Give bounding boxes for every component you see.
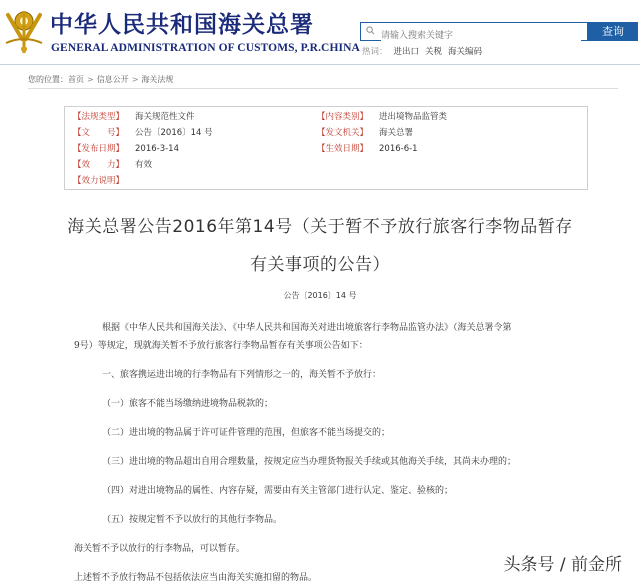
article-paragraph: （五）按规定暂不予以放行的其他行李物品。 <box>102 515 283 525</box>
hot-word-link[interactable]: 进出口 <box>393 47 420 57</box>
hot-words <box>362 45 488 57</box>
meta-value: 2016-3-14 <box>135 144 179 154</box>
meta-row <box>65 109 587 125</box>
article-paragraph: （三）进出境的物品超出自用合理数量，按规定应当办理货物报关手续或其他海关手续，其尚未办理的； <box>102 457 517 467</box>
article-paragraph: 根据《中华人民共和国海关法》、《中华人民共和国海关对进出境旅客行李物品监管办法》（海关总署令第 <box>102 323 512 333</box>
hot-words-label: 热词： <box>362 47 388 57</box>
article-title-line2: 有关事项的公告） <box>250 255 390 275</box>
breadcrumb-customs-law[interactable]: 海关法规 <box>141 75 174 84</box>
site-header <box>0 0 640 62</box>
article-paragraph: 海关暂不予以放行的行李物品，可以暂存。 <box>74 544 246 554</box>
site-title-cn[interactable]: 中华人民共和国海关总署 <box>50 11 314 38</box>
breadcrumb-prefix: 您的位置： <box>28 75 68 84</box>
meta-key: 【发文机关】 <box>317 128 369 138</box>
meta-key: 【生效日期】 <box>317 144 369 154</box>
search-input[interactable] <box>381 28 581 45</box>
breadcrumb-home[interactable]: 首页 <box>68 75 84 84</box>
meta-row <box>65 173 587 189</box>
meta-row <box>65 157 587 173</box>
article-paragraph: （一）旅客不能当场缴纳进境物品税款的； <box>102 399 274 409</box>
article-title: 海关总署公告2016年第14号（关于暂不予放行旅客行李物品暂存 <box>67 217 573 237</box>
meta-key: 【发布日期】 <box>73 144 125 154</box>
regulation-meta-table <box>64 106 588 190</box>
article-paragraph: 上述暂不予放行物品不包括依法应当由海关实施扣留的物品。 <box>74 573 318 583</box>
meta-row <box>65 141 587 157</box>
breadcrumb-info-public[interactable]: 信息公开 <box>96 75 129 84</box>
meta-value: 海关总署 <box>379 128 414 138</box>
header-divider <box>0 64 640 65</box>
meta-value: 进出境物品监管类 <box>379 112 448 122</box>
customs-emblem-icon <box>2 5 46 55</box>
meta-key: 【效力说明】 <box>73 176 125 186</box>
search-icon <box>366 26 375 35</box>
meta-key: 【法规类型】 <box>73 112 125 122</box>
meta-value: 公告〔2016〕14 号 <box>135 128 213 138</box>
search-field[interactable] <box>360 22 588 41</box>
breadcrumb-separator: > <box>87 75 94 84</box>
article-paragraph: 一、旅客携运进出境的行李物品有下列情形之一的，海关暂不予放行： <box>102 370 382 380</box>
article-paragraph: 9号）等规定，现就海关暂不予放行旅客行李物品暂存有关事项公告如下： <box>74 341 368 351</box>
article-paragraph: （二）进出境的物品属于许可证件管理的范围，但旅客不能当场提交的； <box>102 428 391 438</box>
breadcrumb-separator: > <box>131 75 139 84</box>
site-title-en[interactable]: GENERAL ADMINISTRATION OF CUSTOMS, P.R.CHINA <box>51 42 360 54</box>
breadcrumb <box>28 74 173 85</box>
meta-key: 【内容类别】 <box>317 112 369 122</box>
article-paragraph: （四）对进出境物品的属性、内容存疑，需要由有关主管部门进行认定、鉴定、验核的； <box>102 486 454 496</box>
document-number: 公告〔2016〕14 号 <box>283 291 357 300</box>
meta-key: 【文 号】 <box>73 128 125 138</box>
breadcrumb-divider <box>28 88 618 89</box>
hot-word-link[interactable]: 海关编码 <box>448 47 483 57</box>
meta-value: 2016-6-1 <box>379 144 418 154</box>
meta-key: 【效 力】 <box>73 160 125 170</box>
meta-value: 有效 <box>135 160 153 170</box>
hot-word-link[interactable]: 关税 <box>425 47 443 57</box>
meta-value: 海关规范性文件 <box>135 112 195 122</box>
watermark-label: 头条号 / 前金所 <box>499 548 626 577</box>
search-button[interactable]: 查询 <box>588 22 638 41</box>
meta-row <box>65 125 587 141</box>
